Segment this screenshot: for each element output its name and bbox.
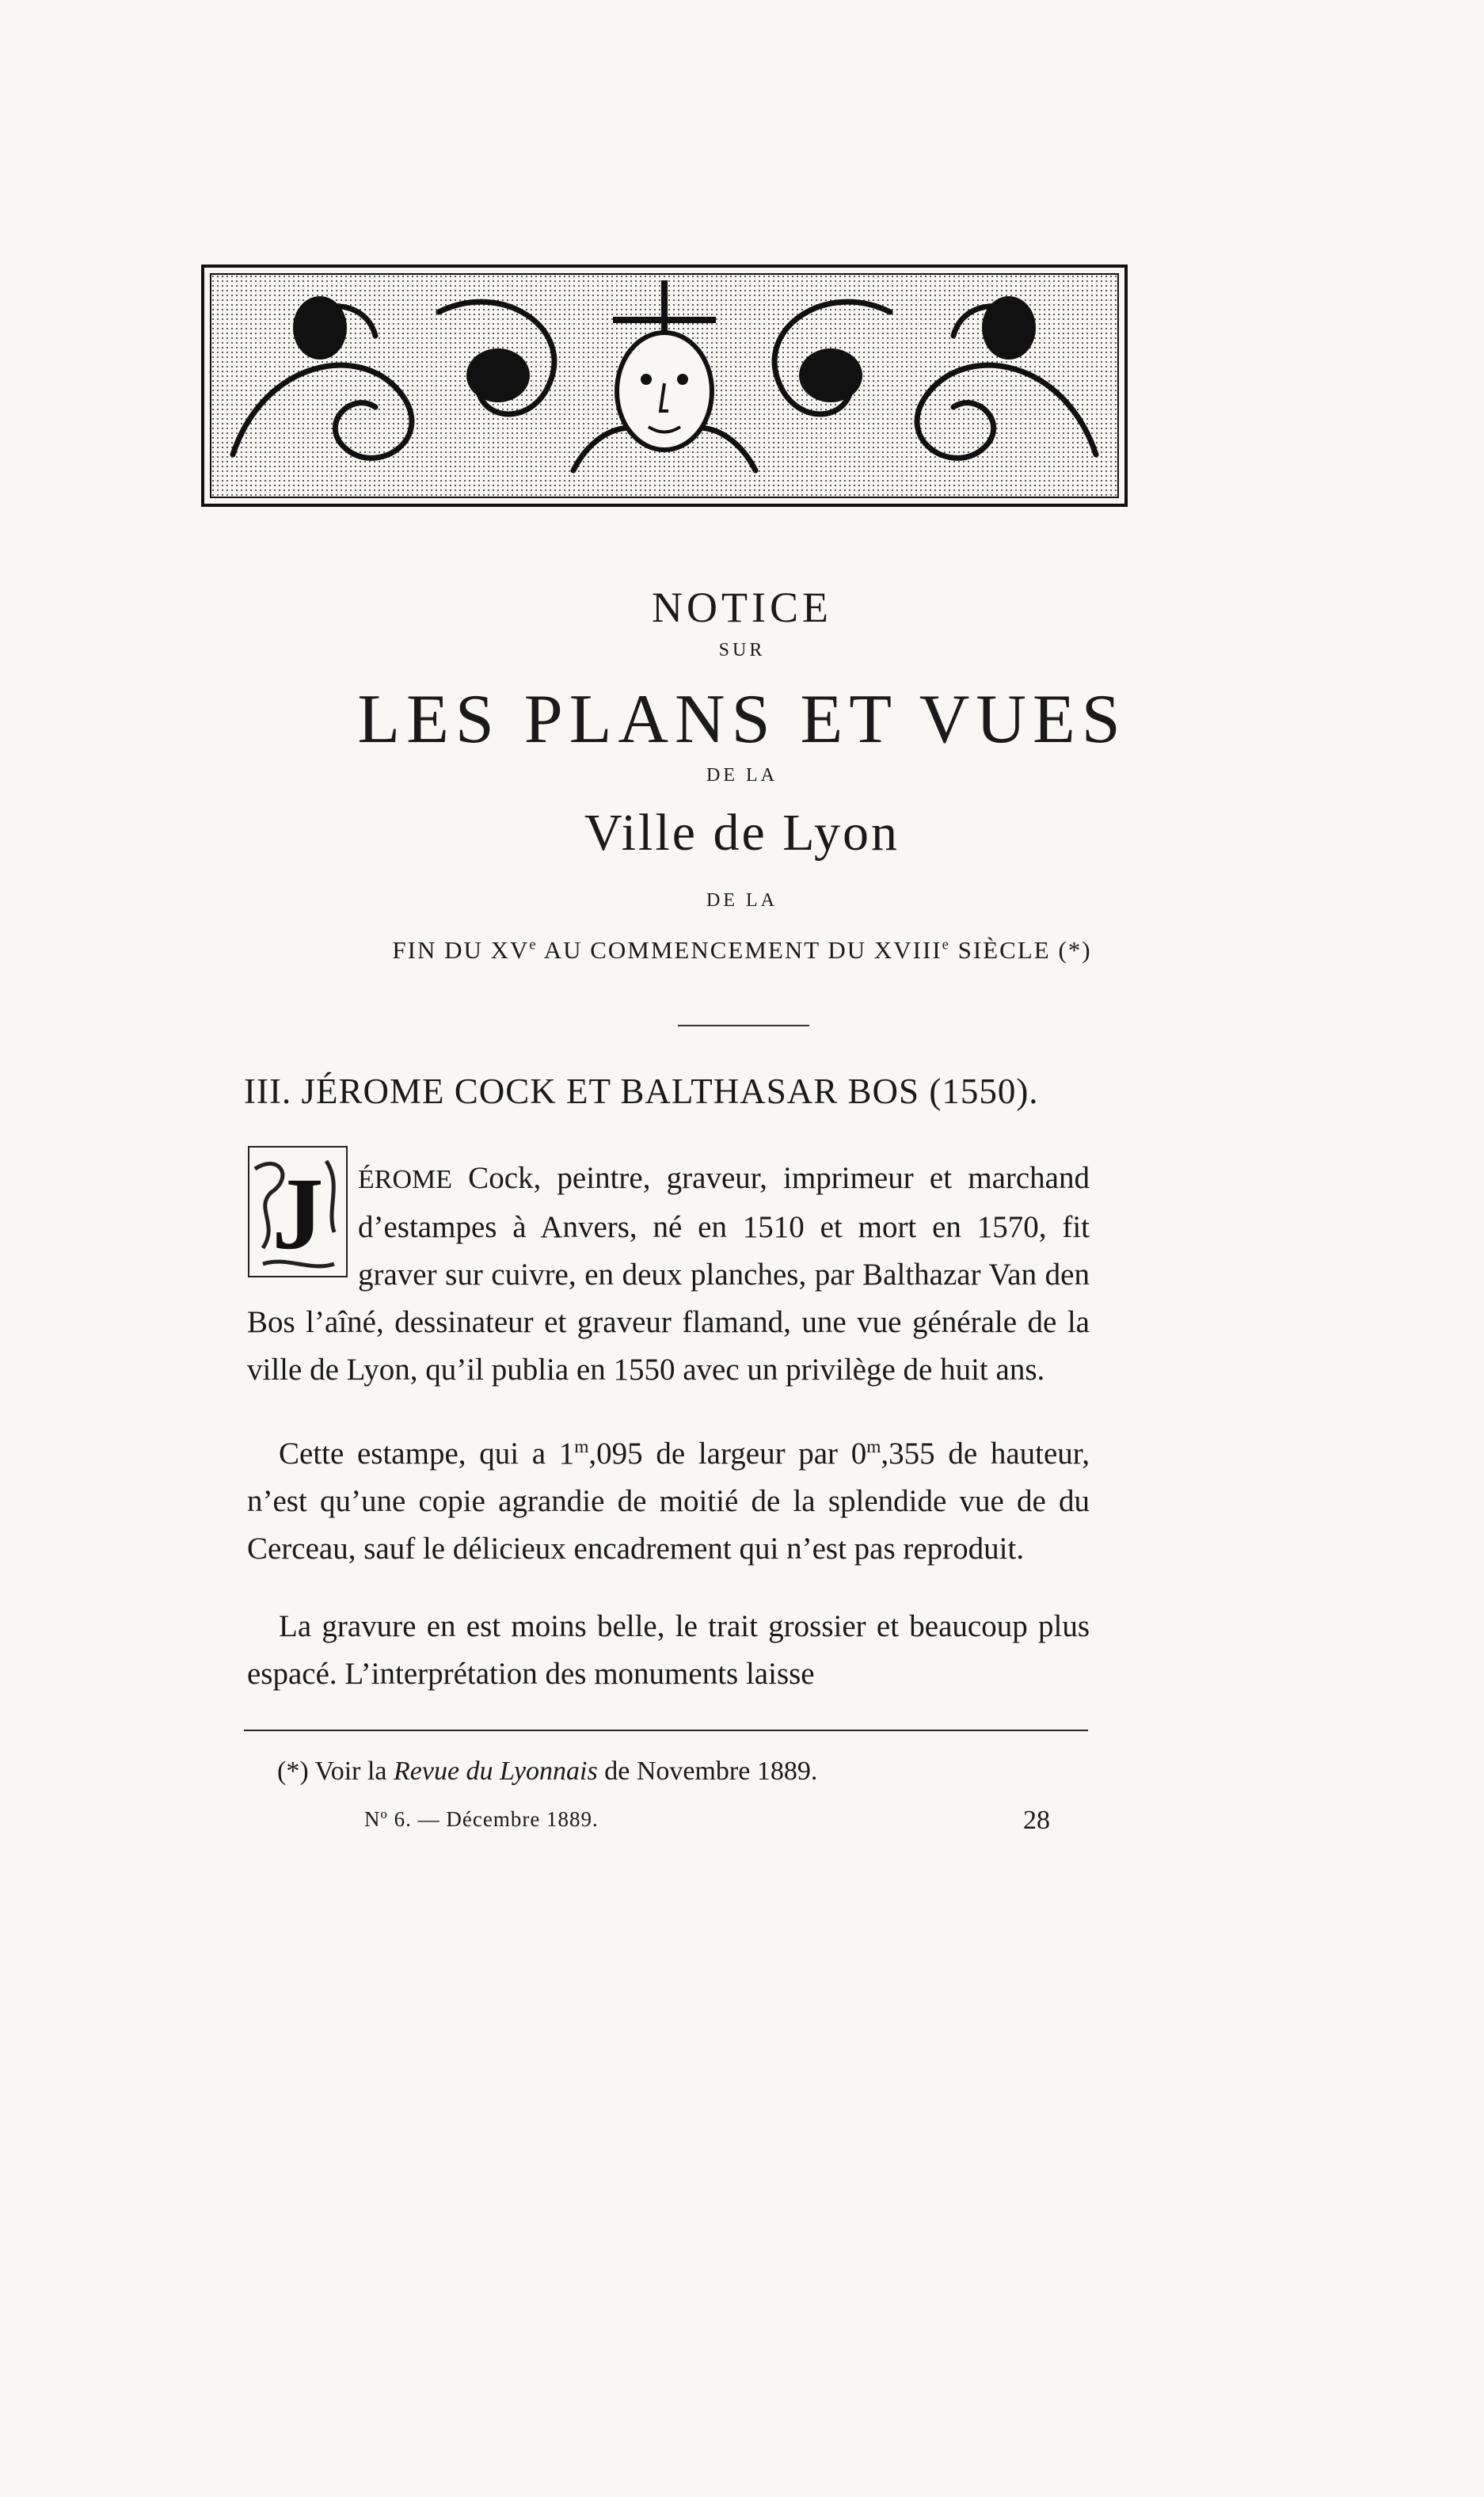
page-number: 28: [1023, 1806, 1050, 1835]
title-notice: NOTICE: [652, 584, 832, 631]
issue-line: Nº 6. — Décembre 1889.: [364, 1807, 599, 1831]
paragraph-1-smallcaps: ÉROME: [358, 1165, 452, 1194]
section-heading: III. JÉROME COCK ET BALTHASAR BOS (1550).: [244, 1072, 1039, 1111]
title-sur: SUR: [718, 640, 766, 660]
paragraph-2: Cette estampe, qui a 1$^m$,095 de largeur par 0$^m$,355 de hauteur, n’est qu’une copie agrandie de moitié de la splendide vue de du Cerceau, sauf le délicieux encadrement qui n’est pas reproduit.: [247, 1437, 1090, 1566]
title-de-la-2: DE LA: [706, 890, 778, 911]
divider-short: [678, 1025, 809, 1026]
paragraph-3: La gravure en est moins belle, le trait grossier et beaucoup plus espacé. L’interprétation des monuments laisse: [247, 1609, 1090, 1691]
subtitle: FIN DU XVe AU COMMENCEMENT DU XVIIIe SIÈCLE (*): [392, 936, 1092, 964]
footnote-rule: [244, 1730, 1088, 1731]
paragraph-1: [247, 1155, 1090, 1394]
page-title: LES PLANS ET VUES: [357, 681, 1127, 758]
dropcap-ornament: [247, 1145, 348, 1278]
dropcap-letter: J: [272, 1157, 324, 1271]
paragraph-1-text: Cock, peintre, graveur, imprimeur et marchand d’estampes à Anvers, né en 1510 et mort en 1570, fit graver sur cuivre, en deux planches, par Balthazar Van den Bos l’aîné, dessinateur et graveur flamand, une vue générale de la ville de Lyon, qu’il publia en 1550 avec un privilège de huit ans.: [247, 1161, 1090, 1387]
footnote: (*) Voir la Revue du Lyonnais de Novembre 1889.: [277, 1757, 818, 1786]
title-de-la-1: DE LA: [706, 765, 778, 786]
title-city: Ville de Lyon: [584, 804, 900, 862]
ornamental-banner: [201, 265, 1128, 507]
